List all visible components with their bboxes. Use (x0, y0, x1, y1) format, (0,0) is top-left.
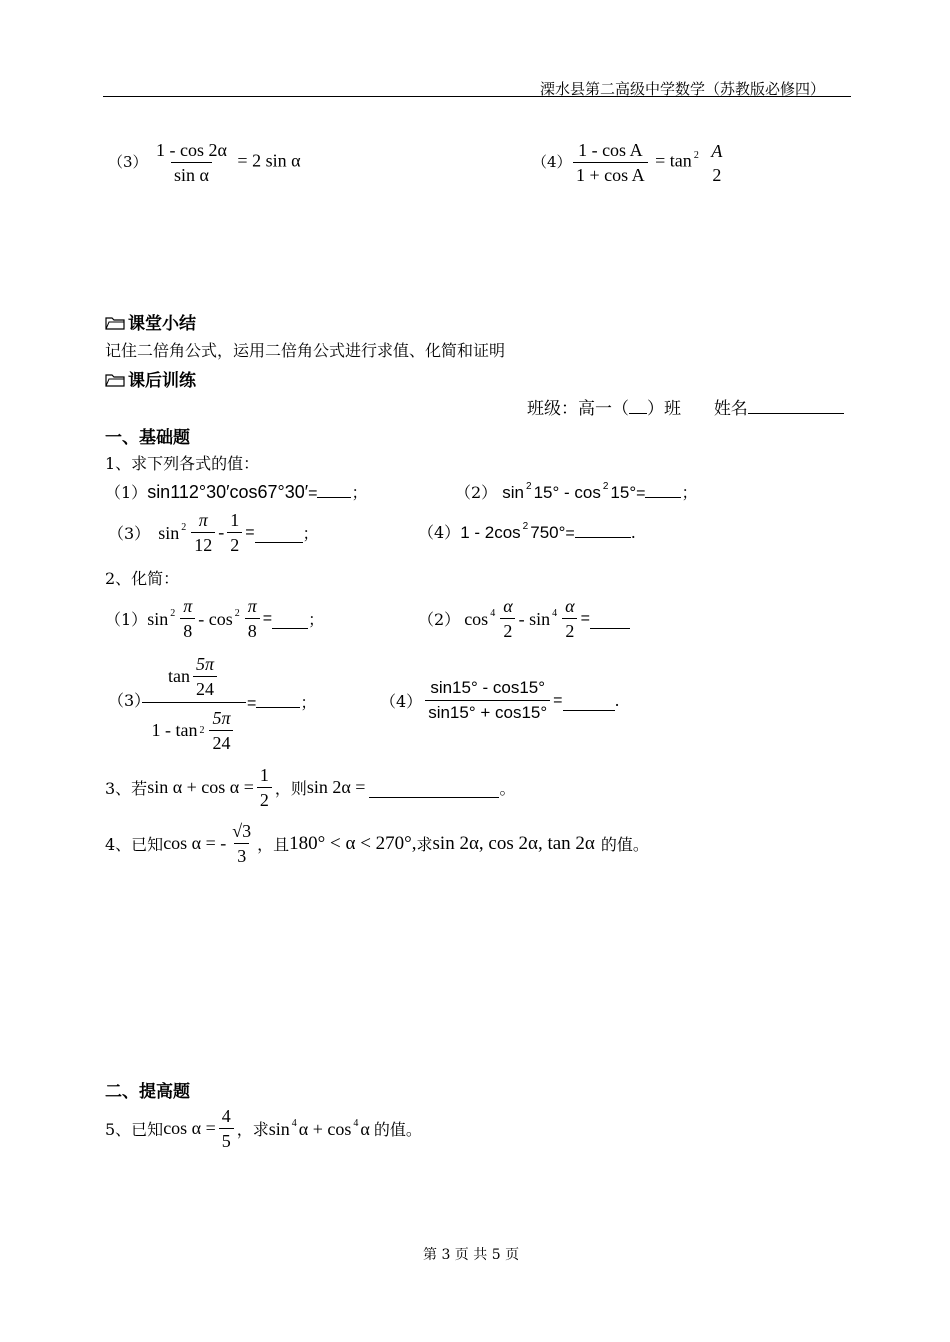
q1c-den2: 2 (227, 532, 242, 557)
q4-pre: 4、已知 (105, 835, 164, 854)
class-name-line (527, 394, 844, 419)
q1b-minus: - cos (559, 483, 601, 502)
name-label: 姓名 (713, 399, 748, 419)
q5-end: 的值。 (373, 1120, 422, 1139)
q2b-minus: - sin (518, 608, 551, 629)
q2a-sin: sin (147, 608, 169, 629)
q4-num: √3 (232, 821, 252, 841)
q1d: （4）1 - 2cos $^2$ 750°= . (418, 521, 636, 542)
q1d-expr2: 750° (530, 523, 566, 542)
q1c-end: ； (302, 524, 319, 543)
class-label: 班级：高一（ (527, 399, 629, 419)
p4-frac-num: A (711, 140, 723, 161)
q4-end: 的值。 (600, 835, 649, 854)
q2a-den2: 8 (245, 618, 260, 643)
p4-frac-den: 2 (712, 164, 722, 185)
q2c-answer (247, 690, 316, 713)
class-suffix: ）班 (647, 399, 681, 419)
q2d (380, 676, 620, 725)
q2d-den: sin15° + cos15° (425, 700, 550, 725)
q3-pre: 3、若 (105, 779, 148, 798)
q1b-blank[interactable] (645, 483, 681, 498)
summary-text: 记住二倍角公式，运用二倍角公式进行求值、化简和证明 (105, 341, 506, 360)
p3-rhs: = 2 sin α (237, 150, 301, 171)
q1c-label: （3） (108, 524, 151, 543)
q2a-num: π (183, 596, 193, 616)
q1d-end: . (630, 523, 636, 542)
q1-stem: 1、求下列各式的值： (105, 454, 260, 473)
q4-targets: sin 2α, cos 2α, tan 2α (432, 832, 595, 854)
q2b-num: α (503, 596, 513, 616)
q2d-end: . (614, 691, 620, 710)
q2a-end: ； (308, 610, 325, 629)
q1c-num: π (198, 510, 208, 530)
q1a-eq: = (308, 485, 318, 502)
q2d-num: sin15° - cos15° (430, 678, 546, 697)
q2a-minus: - cos (198, 608, 233, 629)
q2b-cos: cos (464, 608, 489, 629)
q5-den: 5 (219, 1128, 234, 1153)
q5: 5、已知 cos α = $\frac{4}{5}$ ，求 sin $^4$ α + cos $^4$ α 的值。 (105, 1106, 422, 1151)
q4-den: 3 (234, 843, 249, 868)
q1b-eq: = (636, 485, 646, 502)
q1a (105, 480, 367, 503)
p3-numerator: 1 - cos 2α (156, 140, 227, 160)
q1c-den: 12 (191, 532, 215, 557)
q4-cond: 180° < α < 270°, (289, 832, 417, 854)
q1a-end: ； (351, 483, 368, 502)
q3-end: 。 (499, 779, 516, 798)
q3 (105, 763, 515, 812)
q2d-blank[interactable] (563, 696, 615, 711)
q2c-num: 5π (195, 653, 215, 674)
folder-icon (105, 316, 125, 330)
summary-title: 课堂小结 (128, 314, 196, 334)
folder-icon (105, 373, 125, 387)
q3-num: 1 (259, 765, 269, 785)
p3-denominator: sin α (171, 162, 212, 187)
q2b-blank[interactable] (590, 614, 630, 629)
class-blank[interactable] (629, 399, 647, 414)
q2c-fraction: tan $\frac{5\pi}{24}$ 1 - tan 2 $\frac{5\pi}{24}$ (142, 650, 246, 757)
q2a-num2: π (247, 596, 257, 616)
q4-ask: 求 (416, 835, 433, 854)
p4-numerator: 1 - cos A (578, 140, 643, 160)
q1d-blank[interactable] (575, 523, 631, 538)
prev-problem-3-expr (150, 138, 301, 187)
header-rule (103, 96, 851, 97)
q2c-tan: tan (167, 665, 190, 686)
q4-expr: cos α = - (163, 833, 227, 853)
q2c-den: 24 (193, 676, 217, 701)
q2c-end: ； (300, 693, 317, 712)
q2c-bot: 1 - tan (151, 719, 198, 740)
homework-heading (105, 366, 196, 391)
q1a-label: （1） (105, 483, 148, 502)
p4-sup: 2 (693, 149, 699, 161)
q2b-den2: 2 (562, 618, 577, 643)
q1c-sin: sin (158, 522, 180, 543)
q1b-sin: sin (502, 483, 525, 502)
q1b-label: （2） (455, 483, 498, 502)
q4 (105, 819, 649, 868)
q1d-label: （4） (418, 523, 461, 542)
q2c-den2: 24 (209, 730, 233, 755)
q2b-num2: α (565, 596, 575, 616)
q2d-eq: = (553, 691, 563, 709)
q1d-expr1: 1 - 2cos (460, 523, 521, 542)
q1c-eq: = (245, 523, 255, 541)
q5-expr: cos α = (163, 1118, 216, 1138)
page-footer: 第 3 页 共 5 页 (423, 1247, 520, 1263)
prev-problem-3-label: （3） (108, 153, 148, 171)
advanced-heading: 二、提高题 (105, 1082, 190, 1102)
q1c-num2: 1 (230, 510, 240, 530)
q2a-blank[interactable] (272, 614, 308, 629)
q5-target3: α (360, 1118, 370, 1139)
q1b-end: ； (681, 483, 698, 502)
q5-num: 4 (221, 1106, 231, 1126)
q2c-label: （3） (108, 691, 151, 710)
q2a-eq: = (262, 609, 273, 627)
q1c-minus: - (218, 522, 225, 542)
q1a-blank[interactable] (317, 483, 351, 498)
q2b-den: 2 (500, 618, 515, 643)
q1b: （2） sin $^2$ 15° - cos $^2$ 15°= ； (455, 481, 698, 502)
q4-mid: ，且 (257, 835, 290, 854)
q3-den: 2 (257, 787, 272, 812)
q1b-val1: 15° (533, 483, 560, 502)
p4-rhs: = tan (655, 150, 692, 171)
q5-mid: ，求 (236, 1120, 269, 1139)
q5-pre: 5、已知 (105, 1120, 164, 1139)
q2a: （1） sin $^2$ $\frac{\pi}{8}$ - cos $^2$ $\frac{\pi}{8}$ = ； (105, 596, 325, 641)
q1b-val2: 15° (610, 483, 637, 502)
q2-stem: 2、化简： (105, 569, 180, 588)
q2a-label: （1） (105, 610, 148, 629)
q2b-eq: = (580, 609, 590, 627)
q2c-num2: 5π (212, 707, 231, 728)
summary-heading (105, 309, 196, 334)
q1c-blank[interactable] (255, 528, 303, 543)
prev-problem-4-expr (570, 138, 728, 187)
q3-blank[interactable] (369, 783, 499, 798)
q1c: （3） sin $^2$ $\frac{\pi}{12}$ - $\frac{1}{2}$ = ； (108, 510, 319, 555)
q2c-blank[interactable] (256, 693, 300, 708)
p4-denominator: 1 + cos A (573, 162, 648, 187)
q5-target: sin (268, 1118, 290, 1139)
q2c-eq: = (247, 695, 257, 712)
q5-target2: α + cos (298, 1118, 352, 1139)
homework-title: 课后训练 (128, 371, 196, 391)
q3-expr2: sin 2α = (306, 777, 366, 797)
q2b: （2） cos $^4$ $\frac{\alpha}{2}$ - sin $^4$ $\frac{\alpha}{2}$ = (418, 594, 630, 643)
prev-problem-4-label: （4） (532, 153, 572, 171)
name-blank[interactable] (748, 399, 844, 414)
q2a-den: 8 (180, 618, 195, 643)
page-header: 溧水县第二高级中学数学（苏教版必修四） (540, 80, 826, 98)
q2d-label: （4） (380, 692, 423, 711)
q3-expr: sin α + cos α = (147, 777, 254, 797)
q2b-label: （2） (418, 610, 461, 629)
basic-heading: 一、基础题 (105, 428, 190, 448)
q1d-eq: = (565, 525, 575, 542)
q1a-expr: sin112°30′cos67°30′ (147, 482, 309, 502)
q3-mid: ，则 (274, 779, 307, 798)
